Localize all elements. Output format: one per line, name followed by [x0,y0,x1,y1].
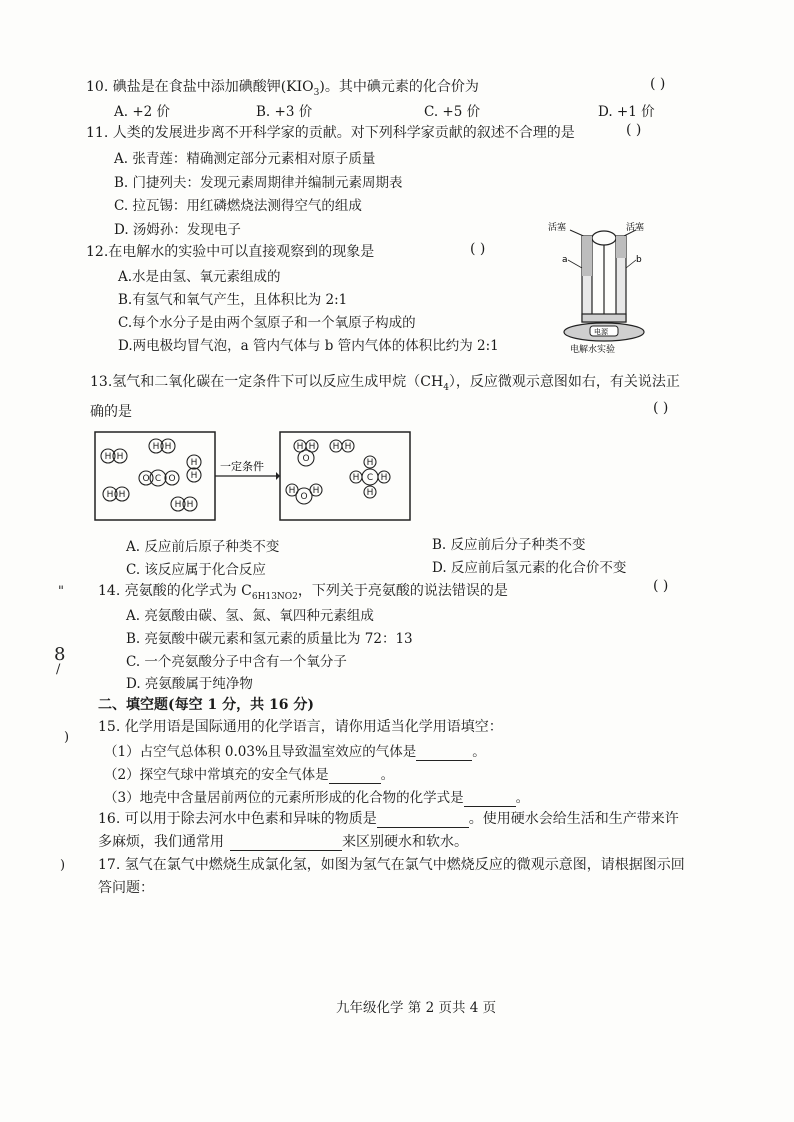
margin-mark-quote: " [58,584,64,599]
q11-option-a[interactable]: A. 张青莲：精确测定部分元素相对原子质量 [114,151,376,167]
q15-blank-2[interactable] [329,767,381,784]
q15-item-1: （1）占空气总体积 0.03%且导致温室效应的气体是 。 [104,744,486,760]
q13-option-c[interactable]: C. 该反应属于化合反应 [126,562,266,578]
svg-text:H: H [296,442,304,452]
q10-stem: 10. 碘盐是在食盐中添加碘酸钾$(KIO_3)$。其中碘元素的化合价为 [86,79,479,98]
margin-mark-paren-2: ) [60,858,66,873]
svg-text:H: H [190,471,198,481]
q13-option-d[interactable]: D. 反应前后氢元素的化合价不变 [432,560,627,576]
label-power-source: 电源 [594,328,608,336]
label-stopcock-left: 活塞 [548,223,567,233]
label-tube-a: a [562,255,568,265]
electrolysis-figure [540,218,670,356]
q10-answer-paren[interactable]: ( ) [650,76,666,92]
q12-answer-paren[interactable]: ( ) [470,241,486,257]
arrow-condition-label: 一定条件 [220,460,264,473]
svg-text:O: O [302,454,310,464]
q14-answer-paren[interactable]: ( ) [653,578,669,594]
svg-text:H: H [312,486,320,496]
q15-stem: 15. 化学用语是国际通用的化学语言，请你用适当化学用语填空： [98,719,503,735]
svg-text:O: O [142,474,150,484]
svg-text:H: H [106,490,114,500]
q16-line1: 16. 可以用于除去河水中色素和异味的物质是 。使用硬水会给生活和生产带来许 [98,811,679,827]
svg-text:H: H [186,500,194,510]
q13-stem: 13.氢气和二氧化碳在一定条件下可以反应生成甲烷$(CH_4)$，反应微观示意图如右，有关说法正 [90,374,680,393]
page-footer: 九年级化学 第 2 页共 4 页 [336,1000,497,1016]
q14-option-a[interactable]: A. 亮氨酸由碳、氢、氮、氧四种元素组成 [126,608,374,624]
svg-text:H: H [352,473,360,483]
label-stopcock-right: 活塞 [626,223,645,233]
q17-line2: 答问题： [98,880,154,896]
svg-text:H: H [344,442,352,452]
svg-text:H: H [116,452,124,462]
q14-option-b[interactable]: B. 亮氨酸中碳元素和氢元素的质量比为 72：13 [126,631,413,647]
q10-option-a[interactable]: A. +2 价 [114,104,171,120]
q10-option-d[interactable]: D. +1 价 [598,104,655,120]
svg-text:H: H [366,458,374,468]
q13-option-a[interactable]: A. 反应前后原子种类不变 [126,539,280,555]
q14-option-c[interactable]: C. 一个亮氨酸分子中含有一个氧分子 [126,654,347,670]
q10-option-c[interactable]: C. +5 价 [424,104,481,120]
q16-line2: 多麻烦，我们通常用 来区别硬水和软水。 [98,834,468,850]
reaction-diagram [94,428,514,524]
svg-text:H: H [380,473,388,483]
svg-text:H: H [190,458,198,468]
q16-blank-2[interactable] [230,834,342,851]
q17-line1: 17. 氢气在氯气中燃烧生成氯化氢，如图为氢气在氯气中燃烧反应的微观示意图，请根据图示回 [98,857,685,873]
label-tube-b: b [636,255,642,265]
svg-text:C: C [154,474,162,484]
q13-answer-paren[interactable]: ( ) [653,400,669,416]
svg-text:H: H [118,490,126,500]
q15-blank-3[interactable] [464,790,516,807]
margin-mark-slash: / [56,662,61,677]
svg-text:H: H [104,452,112,462]
svg-text:H: H [174,500,182,510]
svg-text:H: H [152,442,160,452]
svg-text:H: H [308,442,316,452]
q16-blank-1[interactable] [377,811,469,828]
q11-answer-paren[interactable]: ( ) [626,122,642,138]
svg-text:H: H [332,442,340,452]
svg-text:H: H [164,442,172,452]
q12-option-c[interactable]: C.每个水分子是由两个氢原子和一个氧原子构成的 [118,315,416,331]
svg-text:C: C [366,473,374,483]
q11-option-d[interactable]: D. 汤姆孙：发现电子 [114,222,241,238]
margin-mark-paren-1: ) [64,730,70,745]
q11-stem: 11. 人类的发展进步离不开科学家的贡献。对下列科学家贡献的叙述不合理的是 [86,125,575,141]
q12-option-d[interactable]: D.两电极均冒气泡，a 管内气体与 b 管内气体的体积比约为 2:1 [118,338,499,354]
margin-mark-8: 8 [54,644,66,665]
svg-text:H: H [366,488,374,498]
q11-option-b[interactable]: B. 门捷列夫：发现元素周期律并编制元素周期表 [114,175,403,191]
q11-option-c[interactable]: C. 拉瓦锡：用红磷燃烧法测得空气的组成 [114,198,362,214]
svg-text:O: O [300,492,308,502]
section-fill-in-title: 二、填空题(每空 1 分，共 16 分) [98,697,314,713]
q12-stem: 12.在电解水的实验中可以直接观察到的现象是 [86,244,375,260]
q14-stem: 14. 亮氨酸的化学式为 $C_{6H13NO2}$，下列关于亮氨酸的说法错误的是 [98,583,508,602]
q14-option-d[interactable]: D. 亮氨酸属于纯净物 [126,676,253,692]
q10-option-b[interactable]: B. +3 价 [256,104,313,120]
q15-item-2: （2）探空气球中常填充的安全气体是 。 [104,767,395,783]
q12-option-b[interactable]: B.有氢气和氧气产生，且体积比为 2:1 [118,292,348,308]
figure-caption: 电解水实验 [570,345,616,355]
q13-stem-line2: 确的是 [90,404,132,420]
q15-item-3: （3）地壳中含量居前两位的元素所形成的化合物的化学式是 。 [104,790,530,806]
svg-text:H: H [288,486,296,496]
svg-text:O: O [168,474,176,484]
q15-blank-1[interactable] [416,744,472,761]
q12-option-a[interactable]: A.水是由氢、氧元素组成的 [118,269,281,285]
q13-option-b[interactable]: B. 反应前后分子种类不变 [432,537,586,553]
